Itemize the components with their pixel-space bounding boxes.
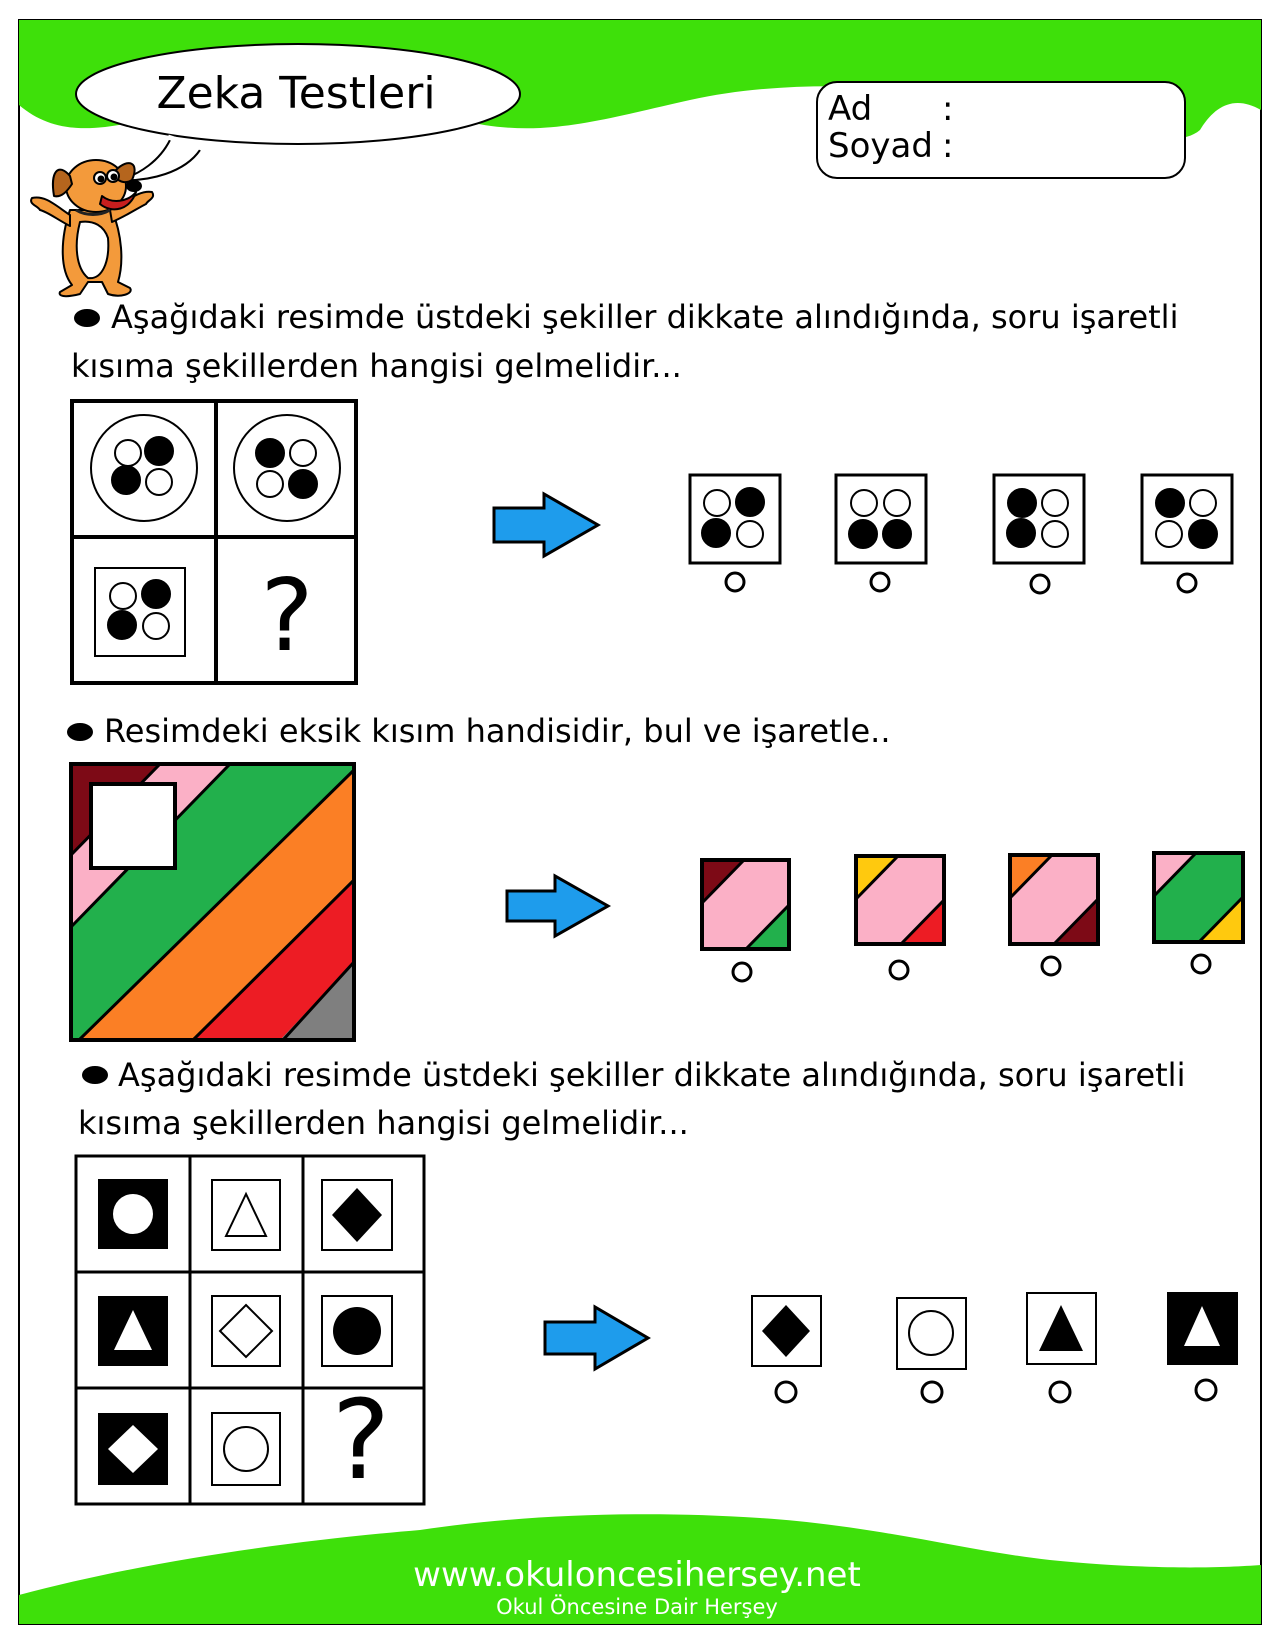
q1-cell-circle-1 — [91, 415, 197, 521]
q3-option-2-radio[interactable] — [922, 1382, 942, 1402]
q3-cell-white-diamond-outline — [212, 1296, 280, 1366]
q2-stripe-pattern — [71, 764, 354, 1040]
q1-option-3-radio[interactable] — [1031, 575, 1049, 593]
q2-option-1-radio[interactable] — [733, 963, 751, 981]
q2-option-4[interactable] — [1154, 853, 1243, 942]
q1-option-4-radio[interactable] — [1178, 574, 1196, 592]
q2-missing-piece — [91, 784, 175, 868]
q1-text-line2: kısıma şekillerden hangisi gelmelidir... — [71, 347, 682, 385]
bullet-icon — [74, 309, 100, 327]
q1-cell-square — [95, 568, 185, 656]
q3-option-1[interactable] — [752, 1296, 821, 1366]
bullet-icon — [67, 723, 93, 741]
footer-tagline: Okul Öncesine Dair Herşey — [496, 1595, 778, 1619]
q3-cell-white-diamond — [322, 1180, 392, 1250]
q2-option-3-radio[interactable] — [1042, 957, 1060, 975]
q2-option-1[interactable] — [702, 860, 789, 949]
q2-option-2-radio[interactable] — [890, 961, 908, 979]
q2-option-4-radio[interactable] — [1192, 955, 1210, 973]
page-title: Zeka Testleri — [156, 68, 436, 119]
q1-cell-circle-2 — [234, 415, 340, 521]
q3-cell-white-triangle — [212, 1180, 280, 1250]
q2-text: Resimdeki eksik kısım handisidir, bul ve işaretle.. — [104, 712, 891, 750]
q3-cell-white-circle-outline — [212, 1413, 280, 1485]
footer-url[interactable]: www.okuloncesihersey.net — [413, 1555, 861, 1595]
q3-option-4-radio[interactable] — [1196, 1380, 1216, 1400]
q2-option-2[interactable] — [856, 856, 944, 944]
surname-colon: : — [942, 126, 954, 166]
q3-cell-white-circle — [322, 1296, 392, 1366]
q1-option-4[interactable] — [1142, 475, 1232, 563]
q3-text-line2: kısıma şekillerden hangisi gelmelidir... — [78, 1104, 689, 1142]
q3-cell-black-circle — [98, 1179, 168, 1249]
q3-option-3-radio[interactable] — [1050, 1382, 1070, 1402]
q1-option-3[interactable] — [994, 475, 1084, 563]
q3-question-mark: ? — [331, 1376, 391, 1504]
q3-cell-black-diamond — [98, 1413, 168, 1485]
name-label: Ad — [828, 89, 873, 129]
q1-option-2-radio[interactable] — [871, 573, 889, 591]
bullet-icon — [82, 1066, 108, 1084]
q3-cell-black-triangle — [98, 1296, 168, 1366]
q3-option-2[interactable] — [897, 1298, 966, 1369]
q1-option-2[interactable] — [836, 475, 926, 563]
name-colon: : — [942, 89, 954, 129]
q1-text-line1: Aşağıdaki resimde üstdeki şekiller dikkate alındığında, soru işaretli — [111, 298, 1179, 336]
q2-option-3[interactable] — [1010, 855, 1098, 944]
surname-label: Soyad — [828, 126, 933, 166]
q1-question-mark: ? — [260, 557, 314, 674]
q1-option-1[interactable] — [690, 475, 780, 563]
q3-option-4[interactable] — [1167, 1292, 1238, 1365]
q1-option-1-radio[interactable] — [726, 573, 744, 591]
q3-option-3[interactable] — [1027, 1293, 1096, 1364]
q3-option-1-radio[interactable] — [776, 1382, 796, 1402]
q3-text-line1: Aşağıdaki resimde üstdeki şekiller dikkate alındığında, soru işaretli — [118, 1056, 1186, 1094]
